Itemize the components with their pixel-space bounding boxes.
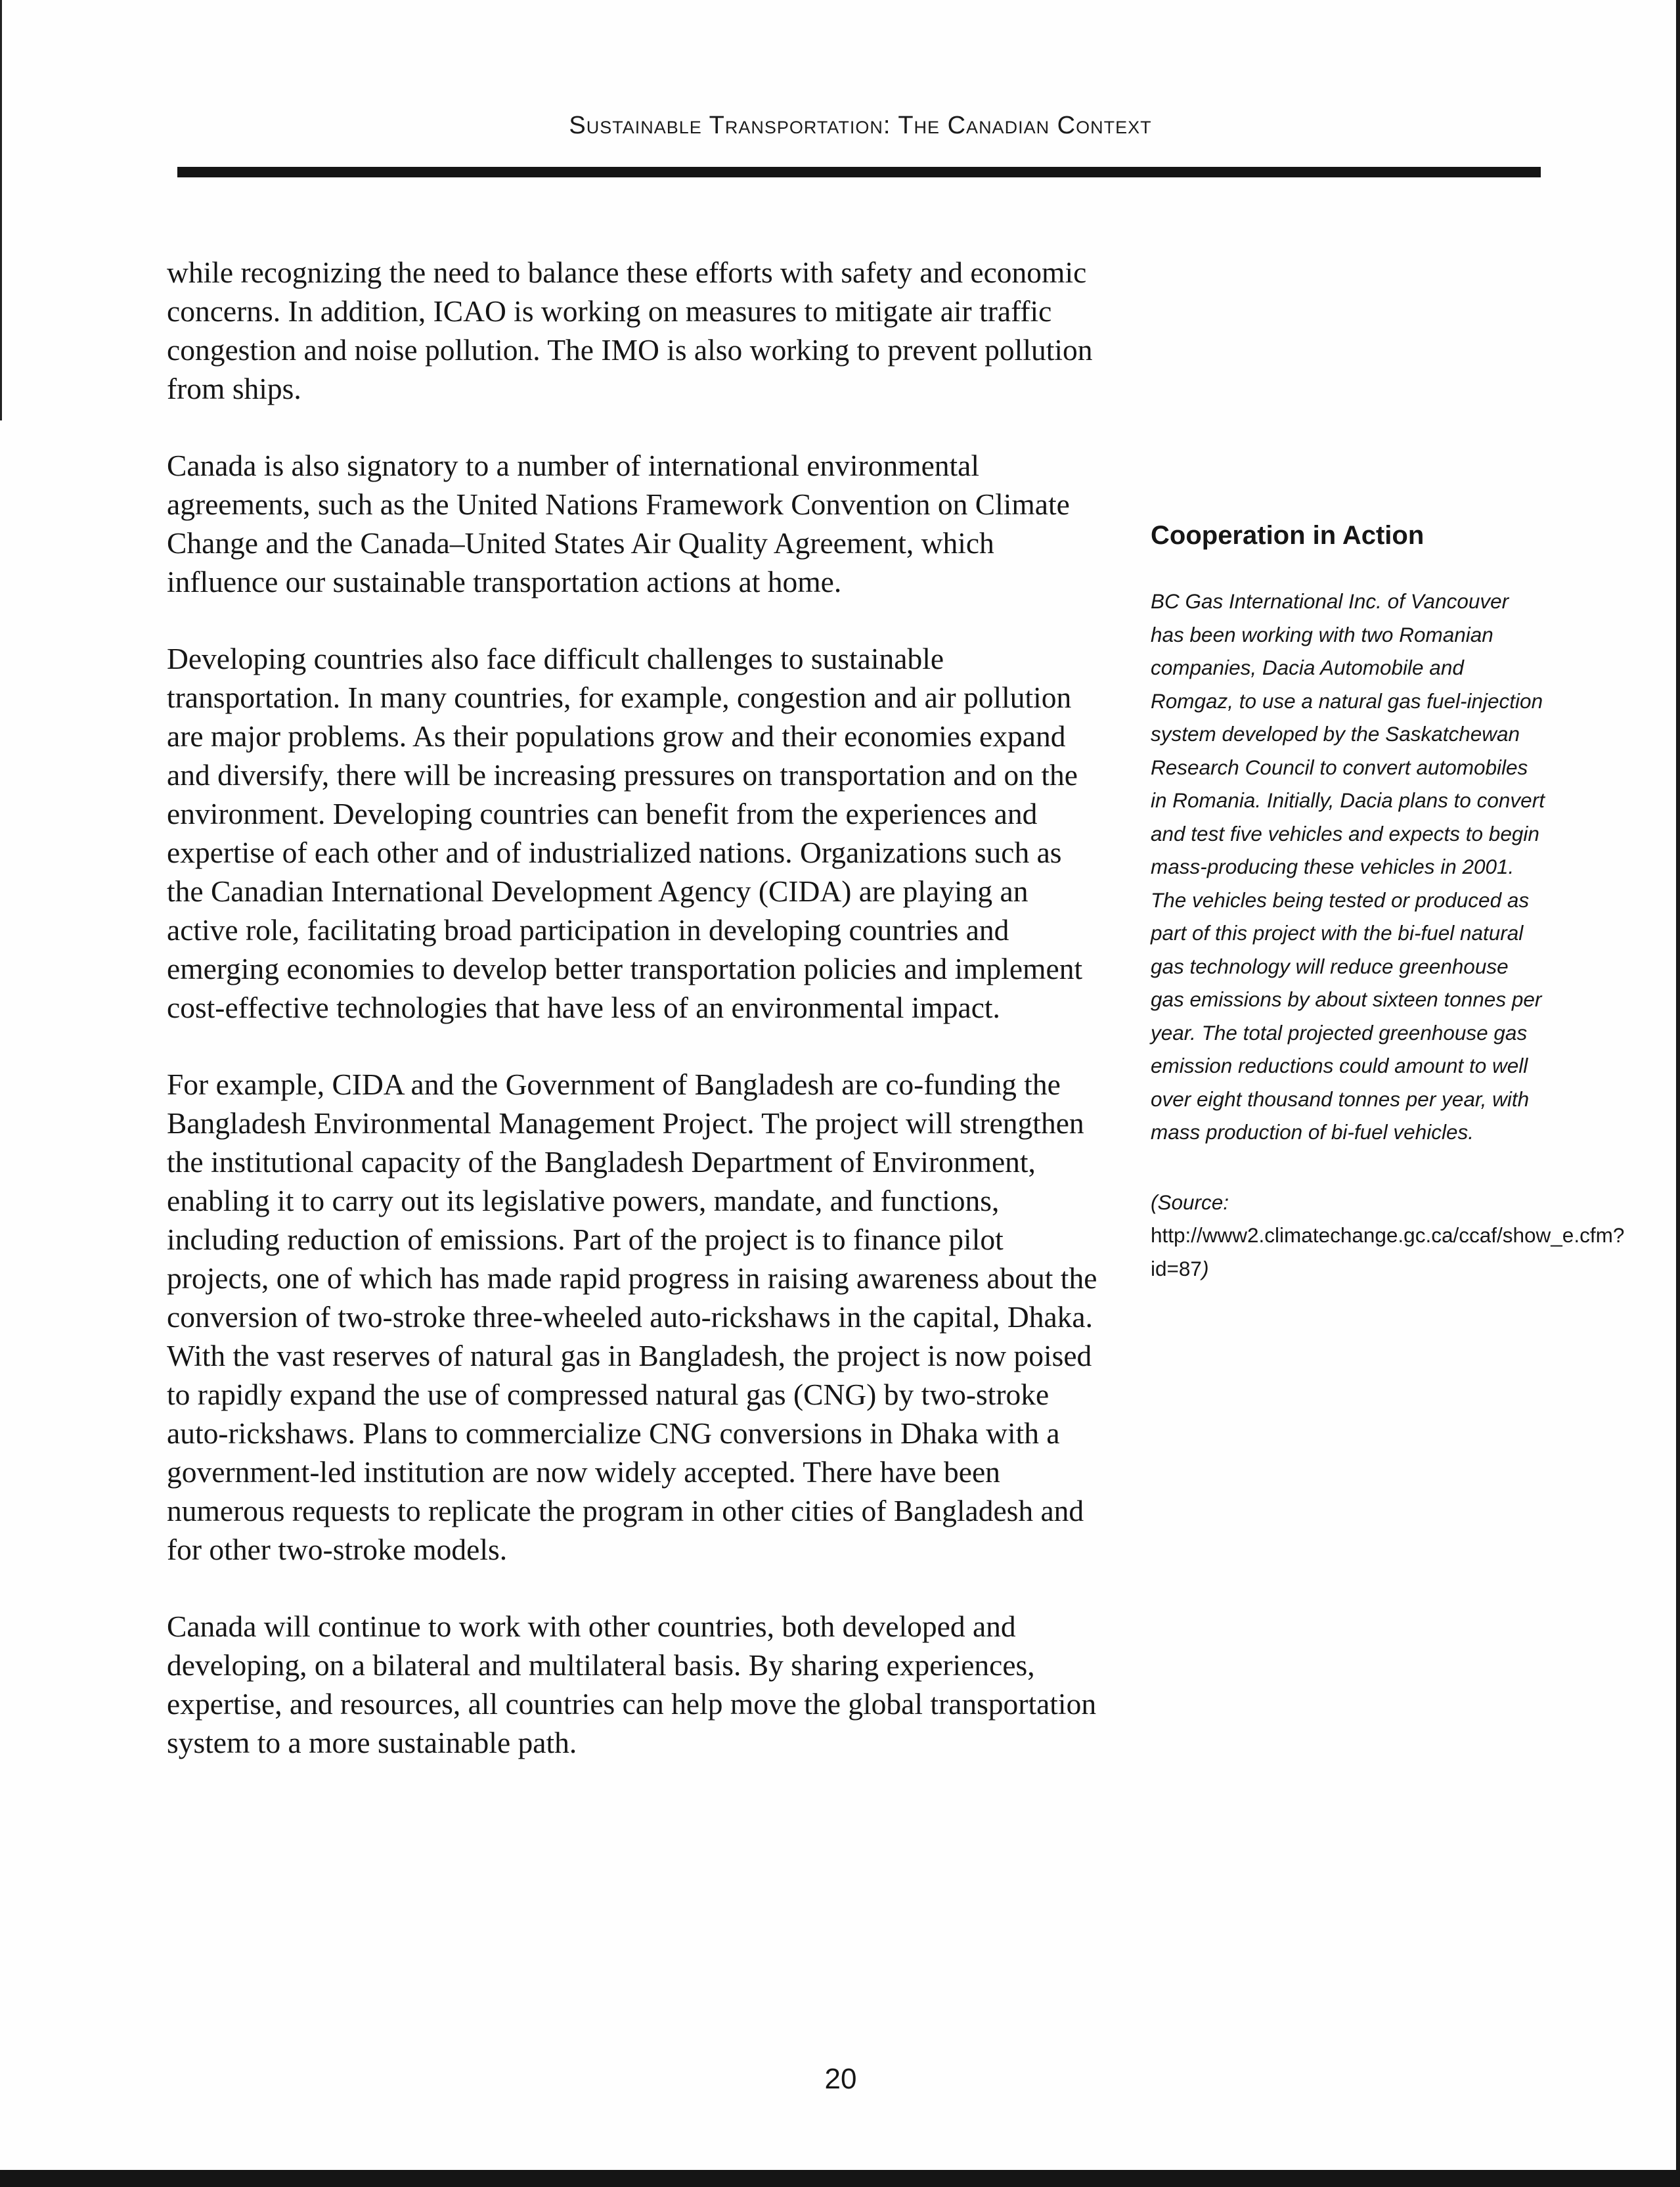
- header-rule: [177, 167, 1541, 177]
- main-text-column: [167, 253, 1099, 1800]
- scan-edge-left: [0, 0, 2, 420]
- running-header: Sustainable Transportation: The Canadian Context: [569, 112, 1152, 139]
- paragraph-international-agreements: Canada is also signatory to a number of international environmental agreements, such as the United Nations Framework Convention on Climate Change and the Canada–United States Air Quality Agreement, which influence our sustainable transportation actions at home.: [167, 449, 1070, 598]
- paragraph-developing-countries: Developing countries also face difficult challenges to sustainable transportation. In many countries, for example, congestion and air pollution are major problems. As their populations grow and their economies expand and diversify, there will be increasing pressures on transportation and on the environment. Developing countries can benefit from the experiences and expertise of each other and of industrialized nations. Organizations such as the Canadian International Development Agency (CIDA) are playing an active role, facilitating broad participation in developing countries and emerging economies to develop better transportation policies and implement cost-effective technologies that have less of an environmental impact.: [167, 642, 1083, 1024]
- scan-edge-bottom: [0, 2170, 1680, 2187]
- sidebar-body: BC Gas International Inc. of Vancouver has been working with two Romanian companies, Dacia Automobile and Romgaz, to use a natural gas fuel-injection system developed by the Saskatchewan Research Council to convert automobiles in Romania. Initially, Dacia plans to convert and test five vehicles and expects to begin mass-producing these vehicles in 2001. The vehicles being tested or produced as part of this project with the bi-fuel natural gas technology will reduce greenhouse gas emissions by about sixteen tonnes per year. The total projected greenhouse gas emission reductions could amount to well over eight thousand tonnes per year, with mass production of bi-fuel vehicles.: [1151, 589, 1545, 1144]
- source-url: http://www2.climatechange.gc.ca/ccaf/show_e.cfm?id=87: [1151, 1223, 1625, 1280]
- sidebar-cooperation-in-action: [1151, 519, 1625, 1285]
- source-close: ): [1201, 1256, 1209, 1280]
- sidebar-source: [1151, 1186, 1625, 1286]
- source-label: (Source:: [1151, 1190, 1229, 1214]
- sidebar-title: Cooperation in Action: [1151, 521, 1425, 550]
- paragraph-bangladesh-project: For example, CIDA and the Government of Bangladesh are co-funding the Bangladesh Environmental Management Project. The project will strengthen the institutional capacity of the Bangladesh Department of Environment, enabling it to carry out its legislative powers, mandate, and functions, including reduction of emissions. Part of the project is to finance pilot projects, one of which has made rapid progress in raising awareness about the conversion of two-stroke three-wheeled auto-rickshaws in the capital, Dhaka. With the vast reserves of natural gas in Bangladesh, the project is now poised to rapidly expand the use of compressed natural gas (CNG) by two-stroke auto-rickshaws. Plans to commercialize CNG conversions in Dhaka with a government-led institution are now widely accepted. There have been numerous requests to replicate the program in other cities of Bangladesh and for other two-stroke models.: [167, 1068, 1097, 1566]
- paragraph-safety-economic: while recognizing the need to balance these efforts with safety and economic concerns. In addition, ICAO is working on measures to mitigate air traffic congestion and noise pollution. The IMO is also working to prevent pollution from ships.: [167, 256, 1093, 405]
- scan-edge-right: [1676, 0, 1680, 2187]
- page-number: 20: [824, 2063, 857, 2095]
- paragraph-conclusion: Canada will continue to work with other countries, both developed and developing, on a bilateral and multilateral basis. By sharing experiences, expertise, and resources, all countries can help move the global transportation system to a more sustainable path.: [167, 1610, 1097, 1759]
